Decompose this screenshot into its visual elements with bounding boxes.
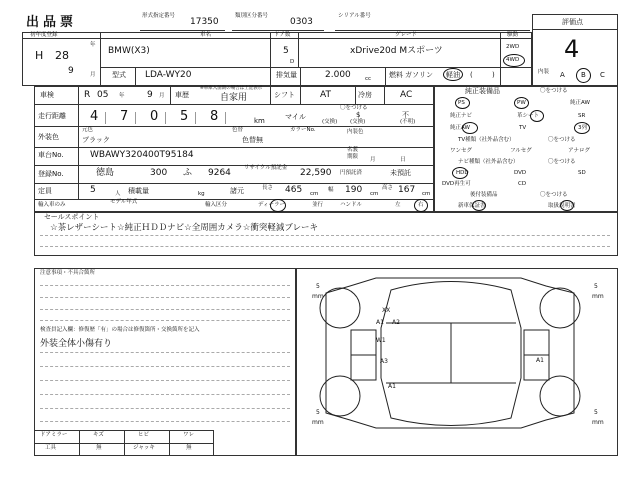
serial-label: シリアル番号: [338, 13, 371, 19]
svg-text:mm: mm: [312, 293, 324, 300]
doors-value: 5: [283, 46, 289, 56]
notes-label: 注意事項・不具合箇所: [40, 270, 96, 276]
drive-label: 駆動: [507, 32, 519, 38]
form-no: 17350: [190, 17, 219, 27]
reg-class: 300: [150, 168, 168, 178]
reg-kana: ふ: [183, 168, 193, 178]
usage-value: 自家用: [220, 93, 248, 103]
displacement-label: 排気量: [276, 71, 297, 79]
grade-name-label: グレード: [395, 32, 418, 38]
svg-text:mm: mm: [312, 419, 324, 426]
aircon-label: 冷房: [358, 91, 372, 99]
inspector-label: 検査員記入欄：修復歴「有」の場合は修復箇所・交換箇所を記入: [40, 327, 200, 333]
inspector-text: 外装全体小傷有り: [40, 339, 113, 349]
car-name-label: 車名: [200, 32, 212, 38]
mark-a1-front: A1: [376, 319, 384, 326]
original-color: ブラック: [82, 136, 110, 144]
tire-rr: 5: [594, 409, 598, 416]
form-no-label: 形式指定番号: [142, 13, 176, 19]
mileage-label: 走行距離: [38, 112, 66, 120]
color-label: 外装色: [38, 133, 59, 141]
svg-text:mm: mm: [592, 419, 604, 426]
mark-a2-front: A2: [392, 319, 400, 326]
tire-rl: 5: [316, 409, 320, 416]
fuel-selected: 軽油: [446, 71, 460, 79]
mark-a1-right: A1: [536, 357, 544, 364]
car-name: BMW(X3): [108, 46, 150, 56]
color-change: 色替無: [242, 136, 263, 144]
reg-region: 徳島: [96, 168, 115, 178]
sheet-title: 出品票: [26, 15, 78, 30]
sales-point-label: セールスポイント: [44, 213, 100, 221]
model-label: 型式: [112, 71, 126, 79]
mark-xx: XX: [382, 307, 391, 314]
sales-point-box: [34, 212, 618, 256]
chassis-label: 車台No.: [38, 151, 64, 159]
reg-number: 9264: [208, 168, 231, 178]
usage-label: 車歴: [175, 91, 189, 99]
grade-name: xDrive20d Mスポーツ: [350, 46, 443, 56]
width-value: 190: [345, 185, 363, 195]
fuel-label: 燃料: [389, 71, 403, 79]
shift-value: AT: [320, 90, 331, 100]
height-value: 167: [398, 185, 416, 195]
displacement-value: 2.000: [325, 70, 351, 80]
seats-value: 5: [90, 185, 96, 195]
car-diagram: [296, 268, 618, 456]
class-no: 0303: [290, 17, 313, 27]
registration-label: 登録No.: [38, 170, 64, 178]
recycle-amount: 22,590: [300, 168, 332, 178]
chassis-value: WBAWY320400T95184: [90, 150, 194, 160]
tire-fl: 5: [316, 283, 320, 290]
equipment-title: 純正装備品: [465, 87, 500, 95]
first-reg-era: H: [35, 49, 44, 62]
doors-label: ドア数: [274, 32, 291, 38]
mark-a1-rear: A1: [388, 383, 396, 390]
length-value: 465: [285, 185, 303, 195]
grade-label: 評価点: [562, 18, 583, 26]
tire-fr: 5: [594, 283, 598, 290]
first-reg-year: 28: [55, 49, 69, 62]
fuel-options: ガソリン: [405, 71, 433, 79]
mark-a3: A3: [380, 358, 388, 365]
first-reg-label: 初年度登録: [30, 32, 58, 38]
svg-text:mm: mm: [592, 293, 604, 300]
shift-label: シフト: [274, 91, 295, 99]
drive-4wd: 4WD: [506, 57, 520, 63]
mark-w1: W1: [376, 337, 386, 344]
drive-2wd: 2WD: [506, 44, 520, 50]
shaken-month: 9: [147, 90, 153, 100]
class-no-label: 類別区分番号: [235, 13, 269, 19]
shaken-year: 05: [97, 90, 109, 100]
aircon-value: AC: [400, 90, 413, 100]
car-body: [326, 278, 574, 428]
first-reg-month: 9: [68, 66, 74, 76]
shaken-label: 車検: [40, 91, 54, 99]
interior-label: 内装: [538, 69, 550, 75]
model-value: LDA-WY20: [145, 70, 192, 80]
grade-value: 4: [564, 35, 580, 63]
sales-point-text: ☆茶レザーシート☆純正ＨＤＤナビ☆全周囲カメラ☆衝突軽減ブレーキ: [50, 223, 318, 233]
